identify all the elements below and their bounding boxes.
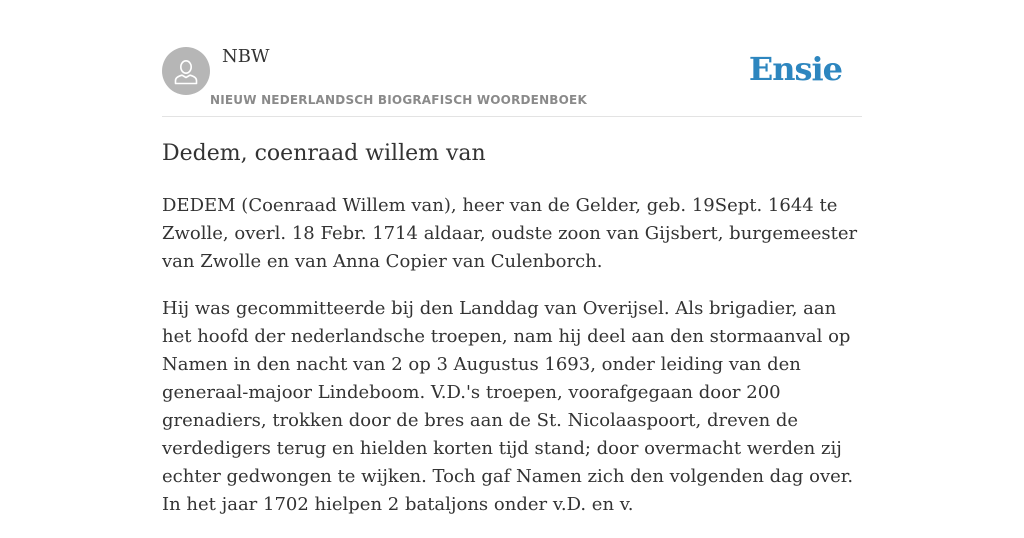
header <box>162 0 862 117</box>
user-icon <box>173 57 199 85</box>
page-container <box>162 0 862 515</box>
article-paragraph: DEDEM (Coenraad Willem van), heer van de Gelder, geb. 19Sept. 1644 te Zwolle, overl. 18 Febr. 1714 aldaar, oudste zoon van Gijsbert, burgemeester van Zwolle en van Anna Copier van Culenborch. <box>162 195 858 272</box>
avatar[interactable] <box>162 47 210 95</box>
source-subtitle: NIEUW NEDERLANDSCH BIOGRAFISCH WOORDENBOEK <box>210 93 587 107</box>
article-paragraph: Hij was gecommitteerde bij den Landdag van Overijsel. Als brigadier, aan het hoofd der nederlandsche troepen, nam hij deel aan den stormaanval op Namen in den nacht van 2 op 3 Augustus 1693, onder leiding van den generaal-majoor Lindeboom. V.D.'s troepen, voorafgegaan door 200 grenadiers, trokken door de bres aan de St. Nicolaaspoort, dreven de verdedigers terug en hielden korten tijd stand; door overmacht werden zij echter gedwongen te wijken. Toch gaf Namen zich den volgenden dag over. In het jaar 1702 hielpen 2 bataljons onder v.D. en v. <box>162 298 854 515</box>
author-name[interactable]: NBW <box>222 46 270 67</box>
brand-logo[interactable]: Ensie <box>748 50 842 88</box>
article-body <box>162 192 862 538</box>
page-title: Dedem, coenraad willem van <box>162 141 486 166</box>
